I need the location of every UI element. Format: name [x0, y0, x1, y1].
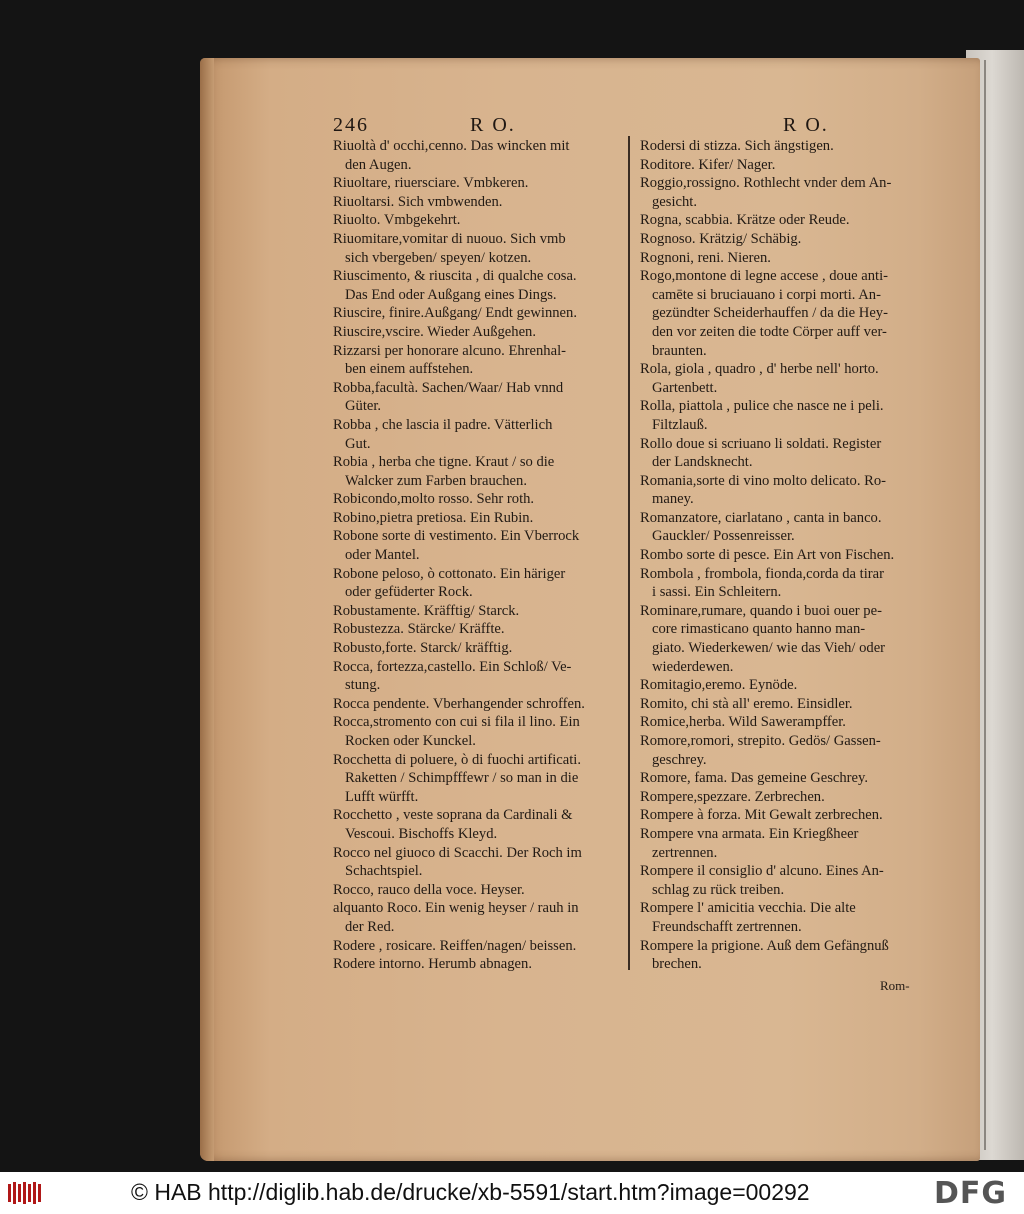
text-line: Robusto,forte. Starck/ kräfftig.: [333, 640, 513, 657]
text-line: sich vbergeben/ speyen/ kotzen.: [345, 249, 532, 266]
text-line: Rocco nel giuoco di Scacchi. Der Roch im: [333, 844, 582, 861]
text-line: Rompere l' amicitia vecchia. Die alte: [640, 900, 856, 917]
text-line: geschrey.: [652, 751, 707, 768]
text-line: der Landsknecht.: [652, 454, 753, 471]
text-line: gesicht.: [652, 193, 697, 210]
text-line: den vor zeiten die todte Cörper auff ver-: [652, 323, 887, 340]
text-line: Gauckler/ Possenreisser.: [652, 528, 795, 545]
catchword: Rom-: [880, 978, 910, 993]
text-line: core rimasticano quanto hanno man-: [652, 621, 866, 638]
page-number: 246: [333, 114, 369, 136]
text-line: Roggio,rossigno. Rothlecht vnder dem An-: [640, 175, 892, 192]
text-line: Riuscire, finire.Außgang/ Endt gewinnen.: [333, 305, 577, 322]
text-line: Riuoltà d' occhi,cenno. Das wincken mit: [333, 138, 570, 154]
text-line: Robustezza. Stärcke/ Kräffte.: [333, 621, 505, 638]
text-line: Rollo doue si scriuano li soldati. Register: [640, 435, 882, 452]
text-line: Robba , che lascia il padre. Vätterlich: [333, 416, 553, 433]
text-line: Vescoui. Bischoffs Kleyd.: [345, 825, 498, 842]
text-line: Rizzarsi per honorare alcuno. Ehrenhal-: [333, 342, 566, 359]
text-line: Riuscimento, & riuscita , di qualche cosa.: [333, 268, 577, 285]
text-line: Riuoltarsi. Sich vmbwenden.: [333, 193, 503, 210]
text-line: Riuolto. Vmbgekehrt.: [333, 212, 461, 229]
text-line: Rocca, fortezza,castello. Ein Schloß/ Ve-: [333, 658, 572, 675]
text-line: Rola, giola , quadro , d' herbe nell' horto.: [640, 361, 879, 378]
text-line: Rominare,rumare, quando i buoi ouer pe-: [640, 602, 882, 619]
text-line: Rocca pendente. Vberhangender schroffen.: [333, 695, 585, 712]
text-line: Rompere à forza. Mit Gewalt zerbrechen.: [640, 807, 883, 824]
text-line: braunten.: [652, 342, 707, 359]
dfg-logo: DFG: [934, 1176, 1008, 1211]
text-line: Rolla, piattola , pulice che nasce ne i peli.: [640, 398, 884, 415]
text-line: Romore,romori, strepito. Gedös/ Gassen-: [640, 733, 881, 749]
text-line: Robba,facultà. Sachen/Waar/ Hab vnnd: [333, 379, 564, 396]
text-line: oder gefüderter Rock.: [345, 584, 473, 601]
column-rule: [628, 136, 630, 970]
left-running-title: R O.: [470, 114, 516, 136]
text-line: Rompere la prigione. Auß dem Gefängnuß: [640, 937, 889, 954]
text-line: stung.: [345, 677, 381, 694]
text-line: alquanto Roco. Ein wenig heyser / rauh in: [333, 900, 579, 917]
right-running-title: R O.: [783, 114, 829, 136]
text-line: Riuscire,vscire. Wieder Außgehen.: [333, 323, 536, 340]
text-line: der Red.: [345, 918, 395, 935]
text-line: Romore, fama. Das gemeine Geschrey.: [640, 770, 869, 787]
text-line: giato. Wiederkewen/ wie das Vieh/ oder: [652, 640, 886, 657]
text-line: Rocchetto , veste soprana da Cardinali &: [333, 807, 573, 824]
text-line: Robia , herba che tigne. Kraut / so die: [333, 454, 555, 471]
copyright-url[interactable]: © HAB http://diglib.hab.de/drucke/xb-5591/start.htm?image=00292: [131, 1179, 810, 1205]
text-line: Rocken oder Kunckel.: [345, 733, 476, 749]
text-line: Rocca,stromento con cui si fila il lino. Ein: [333, 714, 580, 731]
text-line: Robino,pietra pretiosa. Ein Rubin.: [333, 509, 534, 526]
text-line: Rocco, rauco della voce. Heyser.: [333, 881, 525, 898]
text-line: Romanzatore, ciarlatano , canta in banco.: [640, 509, 882, 526]
text-line: den Augen.: [345, 156, 412, 173]
text-line: Rodere intorno. Herumb abnagen.: [333, 956, 532, 973]
text-line: Walcker zum Farben brauchen.: [345, 472, 527, 489]
text-line: Rodere , rosicare. Reiffen/nagen/ beissen.: [333, 937, 577, 954]
text-line: Rompere il consiglio d' alcuno. Eines An-: [640, 863, 884, 880]
text-line: Romice,herba. Wild Sawerampffer.: [640, 714, 846, 731]
text-line: Rognoni, reni. Nieren.: [640, 249, 771, 266]
text-line: Das End oder Außgang eines Dings.: [345, 286, 557, 303]
text-line: Rombola , frombola, fionda,corda da tirar: [640, 565, 884, 582]
spine-shadow-line: [984, 60, 986, 1150]
text-line: camēte si bruciauano i corpi morti. An-: [652, 286, 881, 303]
text-line: maney.: [652, 491, 694, 508]
text-line: Romito, chi stà all' eremo. Einsidler.: [640, 695, 853, 712]
text-line: Güter.: [345, 398, 382, 415]
text-line: Roditore. Kifer/ Nager.: [640, 156, 776, 173]
text-line: Freundschafft zertrennen.: [652, 918, 802, 935]
text-line: Raketten / Schimpfffewr / so man in die: [345, 770, 579, 787]
text-line: i sassi. Ein Schleitern.: [652, 584, 782, 601]
text-line: Filtzlauß.: [652, 416, 708, 433]
text-line: Robone sorte di vestimento. Ein Vberrock: [333, 528, 580, 545]
text-line: schlag zu rück treiben.: [652, 881, 785, 898]
text-line: Gut.: [345, 435, 371, 452]
text-line: Gartenbett.: [652, 379, 718, 396]
text-line: Riuoltare, riuersciare. Vmbkeren.: [333, 175, 529, 192]
text-line: Rompere vna armata. Ein Kriegßheer: [640, 825, 859, 842]
text-line: Robicondo,molto rosso. Sehr roth.: [333, 491, 535, 508]
library-logo-icon: [6, 1180, 42, 1206]
text-line: Robone peloso, ò cottonato. Ein häriger: [333, 565, 566, 582]
text-line: Riuomitare,vomitar di nuouo. Sich vmb: [333, 230, 566, 247]
left-column: [333, 137, 630, 974]
text-line: oder Mantel.: [345, 547, 420, 564]
text-line: wiederdewen.: [652, 658, 734, 675]
text-line: gezündter Scheiderhauffen / da die Hey-: [652, 305, 888, 322]
text-line: Schachtspiel.: [345, 863, 423, 880]
text-line: ben einem auffstehen.: [345, 361, 474, 378]
footer-bar: [0, 1172, 1024, 1214]
text-line: Rodersi di stizza. Sich ängstigen.: [640, 138, 834, 154]
text-line: Rocchetta di poluere, ò di fuochi artificati.: [333, 751, 582, 768]
text-line: Rognoso. Krätzig/ Schäbig.: [640, 230, 802, 247]
right-column: [640, 137, 940, 974]
text-line: Romania,sorte di vino molto delicato. Ro-: [640, 472, 887, 489]
page-edge: [200, 58, 214, 1161]
text-line: Rombo sorte di pesce. Ein Art von Fischen.: [640, 547, 895, 564]
text-line: Rogo,montone di legne accese , doue anti-: [640, 268, 889, 285]
text-line: zertrennen.: [652, 844, 718, 861]
text-line: Lufft würfft.: [345, 788, 419, 805]
text-line: brechen.: [652, 956, 702, 973]
text-line: Rompere,spezzare. Zerbrechen.: [640, 788, 825, 805]
text-line: Romitagio,eremo. Eynöde.: [640, 677, 798, 694]
text-line: Rogna, scabbia. Krätze oder Reude.: [640, 212, 850, 229]
text-line: Robustamente. Kräfftig/ Starck.: [333, 602, 520, 619]
